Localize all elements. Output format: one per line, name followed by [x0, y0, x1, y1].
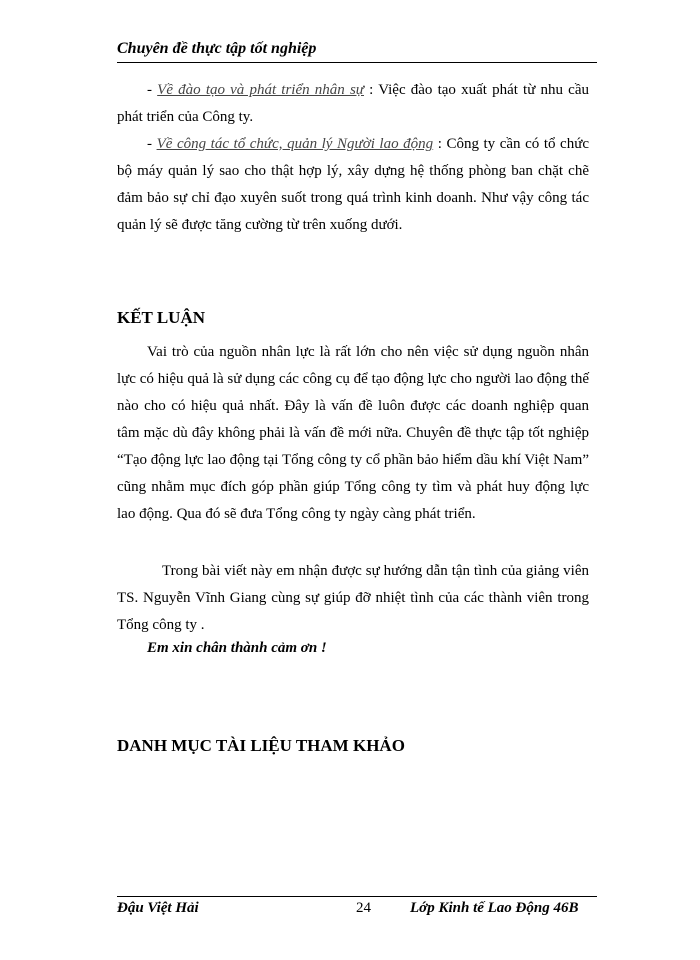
training-paragraph: [117, 77, 589, 131]
conclusion-paragraph-1: Vai trò của nguồn nhân lực là rất lớn cho nên việc sử dụng nguồn nhân lực có hiệu quả là sử dụng các công cụ để tạo động lực cho người lao động thế nào cho có hiệu quả nhất. Đây là vấn đề luôn được các doanh nghiệp quan tâm mặc dù đây không phải là vấn đề mới nữa. Chuyên đề thực tập tốt nghiệp “Tạo động lực lao động tại Tổng công ty cổ phần bảo hiểm dầu khí Việt Nam” cũng nhằm mục đích góp phần giúp Tổng công ty tìm và phát huy động lực lao động. Qua đó sẽ đưa Tổng công ty ngày càng phát triển.: [117, 344, 589, 522]
references-heading: DANH MỤC TÀI LIỆU THAM KHẢO: [117, 736, 405, 755]
organization-separator: :: [433, 136, 447, 152]
training-text: Việc đào tạo xuất phát từ nhu cầu phát triển của Công ty.: [117, 82, 589, 125]
footer-author: Đậu Việt Hải: [117, 900, 199, 916]
training-separator: :: [363, 82, 379, 98]
training-dash: -: [147, 82, 158, 98]
conclusion-heading: KẾT LUẬN: [117, 308, 206, 327]
organization-paragraph: [117, 131, 589, 239]
page-header-title: Chuyên đề thực tập tốt nghiệp: [117, 40, 317, 57]
footer-page-number: 24: [356, 900, 371, 916]
training-label: Về đào tạo và phát triển nhân sự: [157, 82, 364, 98]
footer-divider: [117, 896, 597, 897]
header-divider: [117, 62, 597, 63]
conclusion-paragraph-2: Trong bài viết này em nhận được sự hướng dẫn tận tình của giảng viên TS. Nguyễn Vĩnh Giang cùng sự giúp đỡ nhiệt tình của các thành viên trong Tổng công ty .: [117, 563, 589, 633]
organization-text: Công ty cần có tổ chức bộ máy quản lý sao cho thật hợp lý, xây dựng hệ thống phòng ban chặt chẽ đảm bảo sự chỉ đạo xuyên suốt trong quá trình kinh doanh. Như vậy công tác quản lý sẽ được tăng cường từ trên xuống dưới.: [117, 136, 590, 233]
footer-class: Lớp Kinh tế Lao Động 46B: [410, 900, 579, 916]
organization-dash: -: [147, 136, 157, 152]
organization-label: Về công tác tổ chức, quản lý Người lao động: [156, 136, 434, 152]
thanks-line: Em xin chân thành cảm ơn !: [147, 640, 327, 656]
